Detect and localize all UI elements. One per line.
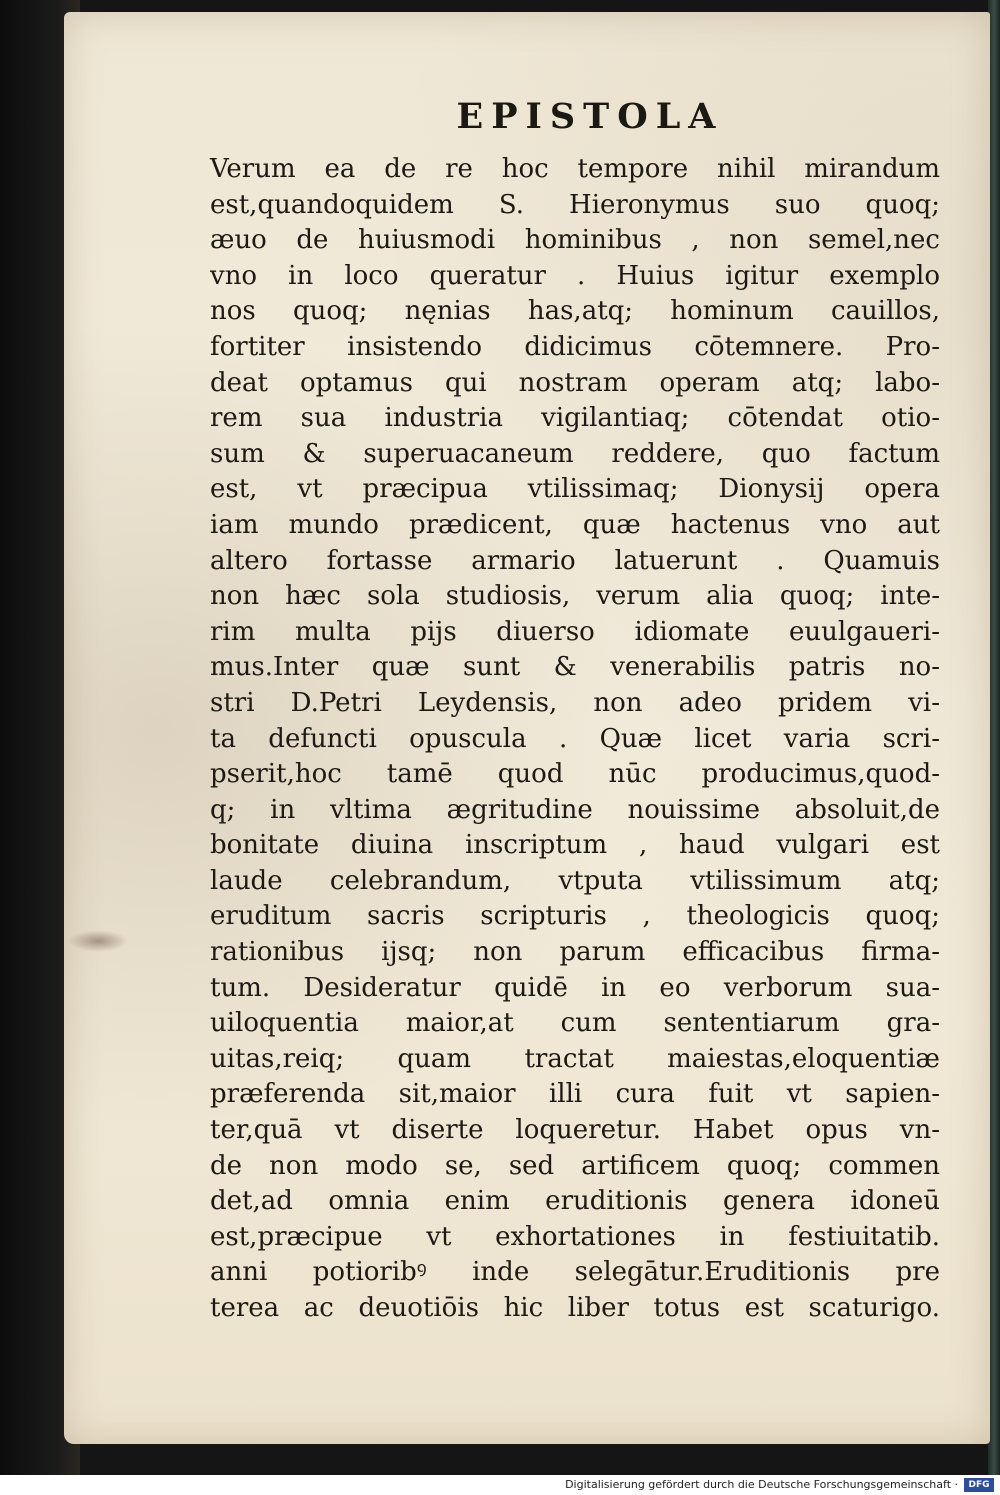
text-line: bonitate diuina inscriptum , haud vulgari est bbox=[210, 830, 940, 861]
text-line: uitas,reiq; quam tractat maiestas,eloquentiæ bbox=[210, 1043, 940, 1074]
text-line: laude celebrandum, vtputa vtilissimum atq; bbox=[210, 865, 940, 896]
text-line: ter,quā vt diserte loqueretur. Habet opus vn- bbox=[210, 1115, 940, 1146]
text-line: altero fortasse armario latuerunt . Quamuis bbox=[210, 545, 940, 576]
text-line: stri D.Petri Leydensis, non adeo pridem vi- bbox=[210, 687, 940, 718]
dfg-logo[interactable]: DFG bbox=[964, 1478, 994, 1492]
text-line: deat optamus qui nostram operam atq; labo- bbox=[210, 367, 940, 398]
text-line: æuo de huiusmodi hominibus , non semel,nec bbox=[210, 225, 940, 256]
text-line: nos quoq; nęnias has,atq; hominum cauillos, bbox=[210, 296, 940, 327]
page-heading: EPISTOLA bbox=[456, 96, 724, 137]
text-line: uiloquentia maior,at cum sententiarum gra- bbox=[210, 1008, 940, 1039]
text-line: rim multa pijs diuerso idiomate euulgaueri- bbox=[210, 616, 940, 647]
text-line: iam mundo prædicent, quæ hactenus vno aut bbox=[210, 509, 940, 540]
text-line: non hæc sola studiosis, verum alia quoq; inte- bbox=[210, 581, 940, 612]
funding-credit: Digitalisierung gefördert durch die Deutsche Forschungsgemeinschaft · bbox=[565, 1478, 958, 1491]
text-line: de non modo se, sed artificem quoq; commen bbox=[210, 1150, 940, 1181]
text-line: rationibus ijsq; non parum efficacibus firma- bbox=[210, 937, 940, 968]
footer-bar bbox=[0, 1475, 1000, 1495]
text-line: pserit,hoc tamē quod nūc producimus,quod- bbox=[210, 759, 940, 790]
text-line: tum. Desideratur quidē in eo verborum sua- bbox=[210, 972, 940, 1003]
text-line: Verum ea de re hoc tempore nihil mirandum bbox=[210, 154, 940, 184]
text-line: vno in loco queratur . Huius igitur exemplo bbox=[210, 260, 940, 291]
text-line: sum & superuacaneum reddere, quo factum bbox=[210, 438, 940, 469]
text-line: mus.Inter quæ sunt & venerabilis patris no- bbox=[210, 652, 940, 683]
text-line: terea ac deuotiōis hic liber totus est scaturigo. bbox=[210, 1293, 940, 1323]
text-line: est, vt præcipua vtilissimaq; Dionysij opera bbox=[210, 474, 940, 505]
paper-stain bbox=[68, 930, 128, 952]
text-line: det,ad omnia enim eruditionis genera idoneū bbox=[210, 1186, 940, 1217]
text-line: q; in vltima ægritudine nouissime absoluit,de bbox=[210, 794, 940, 825]
text-line: ta defuncti opuscula . Quæ licet varia scri- bbox=[210, 723, 940, 754]
text-line: præferenda sit,maior illi cura fuit vt sapien- bbox=[210, 1079, 940, 1110]
text-line: est,quandoquidem S. Hieronymus suo quoq; bbox=[210, 189, 940, 220]
text-line: rem sua industria vigilantiaq; cōtendat otio- bbox=[210, 403, 940, 434]
text-line: fortiter insistendo didicimus cōtemnere. Pro- bbox=[210, 331, 940, 362]
text-line: est,præcipue vt exhortationes in festiuitatib. bbox=[210, 1221, 940, 1252]
text-line: anni potioribꝰ inde selegātur.Eruditionis pre bbox=[210, 1257, 940, 1288]
body-text bbox=[210, 152, 940, 1327]
text-line: eruditum sacris scripturis , theologicis quoq; bbox=[210, 901, 940, 932]
